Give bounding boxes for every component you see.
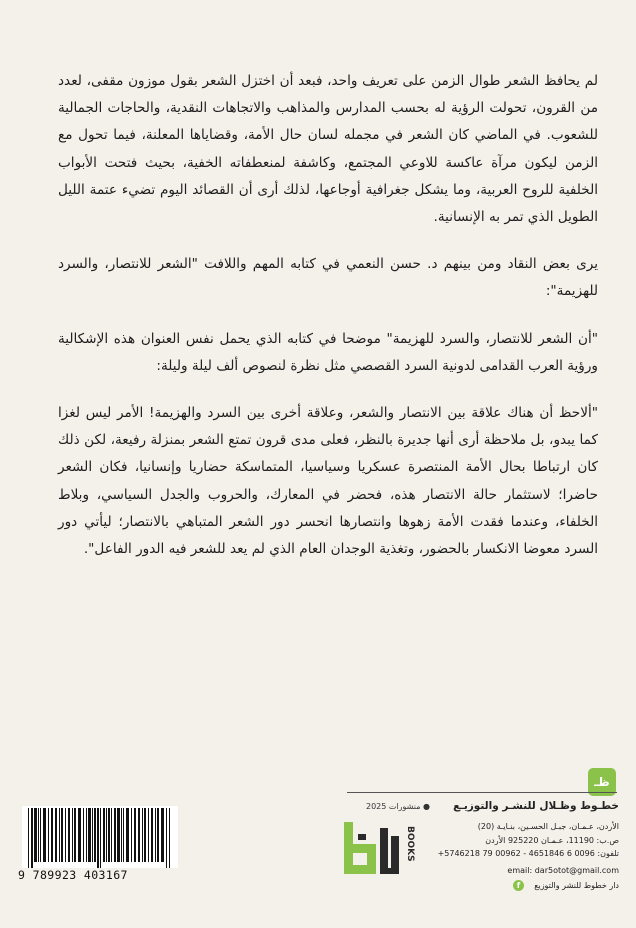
- publisher-facebook: دار خطوط للنشر والتوزيع: [534, 881, 619, 890]
- barcode-bar: [97, 808, 99, 868]
- barcode-bar: [40, 808, 41, 862]
- barcode-bar: [121, 808, 122, 862]
- publisher-address: الأردن، عـمـان، جبـل الحسـين، بنـايـة (20): [477, 822, 619, 831]
- barcode-bar: [126, 808, 129, 862]
- barcode-bar: [28, 808, 29, 868]
- paragraph-quote-intro: "أن الشعر للانتصار، والسرد للهزيمة" موضحا في كتابه الذي يحمل نفس العنوان هذه الإشكالية ورؤية العرب القدامى لدونية السرد القصصي مثل نظرة لنصوص ألف ليلة وليلة:: [58, 330, 598, 374]
- barcode-bar: [134, 808, 136, 862]
- barcode-bar: [114, 808, 116, 862]
- back-cover-text: [58, 68, 598, 583]
- barcode-bar: [38, 808, 39, 862]
- publication-year: ● منشورات 2025: [365, 802, 430, 811]
- books-logo-icon: [342, 820, 418, 884]
- barcode-bar: [31, 808, 33, 868]
- barcode-bar: [74, 808, 76, 862]
- barcode-bar: [86, 808, 87, 862]
- barcode-bar: [142, 808, 143, 862]
- barcode-bar: [68, 808, 70, 862]
- books-word: BOOKS: [405, 826, 415, 862]
- barcode-bar: [148, 808, 149, 862]
- facebook-icon: f: [513, 880, 524, 891]
- barcode-bar: [43, 808, 46, 862]
- barcode-bar: [55, 808, 57, 862]
- footer-divider: [347, 792, 617, 793]
- publisher-po-box: ص.ب: 11190، عـمـان 925220 الأردن: [485, 836, 619, 845]
- barcode-bar: [72, 808, 73, 862]
- paragraph-quote: "ألاحظ أن هناك علاقة بين الانتصار والشعر، وعلاقة أخرى بين السرد والهزيمة! الأمر ليس لغزا كما يبدو، بل ملاحظة أرى أنها جديرة بالنظر، فعلى مدى قرون تمتع الشعر بمنزلة رفيعة، لكن ذلك كان ارتباطا بحال الأمة المنتصرة عسكريا وسياسيا، المتماسكة حضاريا وإنسانيا، فكان الشعر حاضرا؛ لاستثمار حالة الانتصار هذه، فحضر في المعارك، والحروب والجدل السياسي، وبلاط الخلفاء، وعندما فقدت الأمة زهوها وانتصارها انحسر دور الشعر المتباهي بالانتصار؛ ليأتي دور السرد معوضا الانكسار بالحضور، وتغذية الوجدان العام الذي لم يعد للشعر فيه الدور الفاعل".: [58, 405, 598, 558]
- isbn-barcode: [22, 806, 178, 868]
- barcode-bar: [51, 808, 53, 862]
- barcode-bar: [151, 808, 153, 862]
- barcode-bar: [61, 808, 63, 862]
- barcode-bar: [48, 808, 49, 862]
- barcode-bar: [155, 808, 156, 862]
- barcode-bar: [131, 808, 132, 862]
- barcode-bar: [157, 808, 159, 862]
- barcode-bar: [106, 808, 107, 862]
- barcode-bar: [169, 808, 170, 868]
- publisher-logo-icon: ظـ: [588, 768, 616, 796]
- barcode-bar: [123, 808, 124, 862]
- barcode-bar: [117, 808, 120, 862]
- barcode-bar: [59, 808, 60, 862]
- barcode-bar: [108, 808, 110, 862]
- barcode-bar: [65, 808, 66, 862]
- publisher-email: email: dar5otot@gmail.com: [507, 866, 619, 875]
- publisher-name: خطـوط وظـلال للنشـر والتوزيـع: [453, 800, 619, 812]
- barcode-bar: [166, 808, 167, 868]
- barcode-bar: [94, 808, 96, 862]
- barcode-bar: [100, 808, 101, 868]
- barcode-bar: [103, 808, 105, 862]
- isbn-number: 9 789923 403167: [18, 868, 128, 882]
- paragraph-critics: يرى بعض النقاد ومن بينهم د. حسن النعمي في كتابه المهم واللافت "الشعر للانتصار، والسرد للهزيمة":: [58, 256, 598, 300]
- barcode-bar: [111, 808, 112, 862]
- barcode-bar: [34, 808, 37, 862]
- paragraph-intro: لم يحافظ الشعر طوال الزمن على تعريف واحد، فبعد أن اختزل الشعر بقول موزون مقفى، لعدد من القرون، تحولت الرؤية له بحسب المدارس والمذاهب والاتجاهات النقدية، والحاجات الجمالية للشعوب. في الماضي كان الشعر في مجمله لسان حال الأمة، وقضاياها المعلنة، فيما تحول مع الزمن ليكون مرآة عاكسة للاوعي المجتمع، وكاشفة لمنعطفاته الخفية، بحيث فتحت الأبواب الخلفية للروح العربية، وما يشكل جغرافية أوجاعها، لذلك أرى أن القصائد اليوم تضيء عتمة الليل الطويل الذي تمر به الإنسانية.: [58, 73, 598, 226]
- barcode-bar: [138, 808, 140, 862]
- publisher-phone: تلفون: 0096 6 4651846 - 00962 79 5746218+: [437, 849, 619, 858]
- barcode-bar: [92, 808, 93, 862]
- barcode-bar: [144, 808, 146, 862]
- barcode-bar: [88, 808, 91, 862]
- barcode-bar: [83, 808, 84, 862]
- barcode-bar: [161, 808, 164, 862]
- barcode-bar: [78, 808, 81, 862]
